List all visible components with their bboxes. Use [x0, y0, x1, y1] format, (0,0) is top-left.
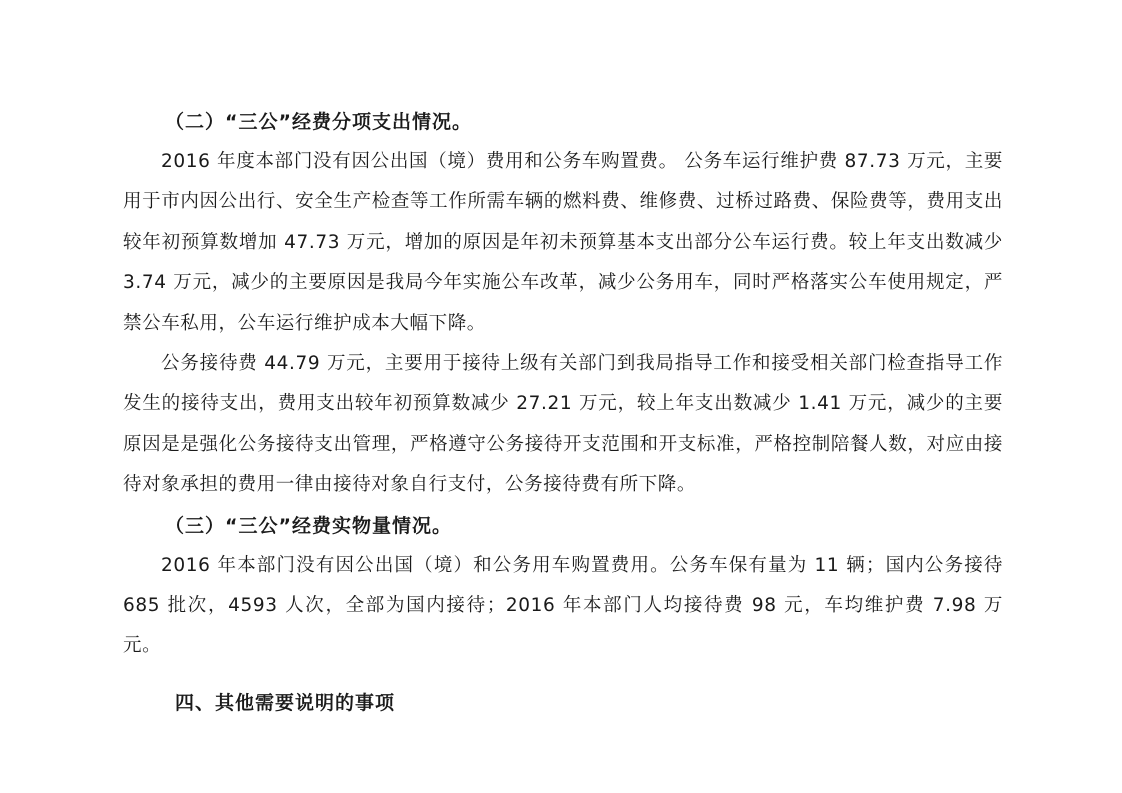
- paragraph-vehicle-operation: 2016 年度本部门没有因公出国（境）费用和公务车购置费。 公务车运行维护费 87.73 万元，主要用于市内因公出行、安全生产检查等工作所需车辆的燃料费、维修费、过桥过路费、保险费等，费用支出较年初预算数增加 47.73 万元，增加的原因是年初未预算基本支出部分公车运行费。较上年支出数减少 3.74 万元，减少的主要原因是我局今年实施公车改革，减少公务用车，同时严格落实公车使用规定，严禁公车私用，公车运行维护成本大幅下降。: [123, 151, 1003, 334]
- section-heading-physical-quantity: （三）“三公”经费实物量情况。: [165, 514, 452, 537]
- section-heading-other-matters: 四、其他需要说明的事项: [175, 691, 396, 714]
- paragraph-official-reception: 公务接待费 44.79 万元，主要用于接待上级有关部门到我局指导工作和接受相关部门检查指导工作发生的接待支出，费用支出较年初预算数减少 27.21 万元，较上年支出数减少 1.41 万元，减少的主要原因是是强化公务接待支出管理，严格遵守公务接待开支范围和开支标准，严格控制陪餐人数，对应由接待对象承担的费用一律由接待对象自行支付，公务接待费有所下降。: [123, 353, 1003, 496]
- document-body: [123, 102, 1003, 723]
- paragraph-physical-quantity: 2016 年本部门没有因公出国（境）和公务用车购置费用。公务车保有量为 11 辆；国内公务接待 685 批次，4593 人次，全部为国内接待；2016 年本部门人均接待费 98 元，车均维护费 7.98 万元。: [123, 554, 1003, 657]
- section-heading-expense-breakdown: （二）“三公”经费分项支出情况。: [165, 111, 472, 133]
